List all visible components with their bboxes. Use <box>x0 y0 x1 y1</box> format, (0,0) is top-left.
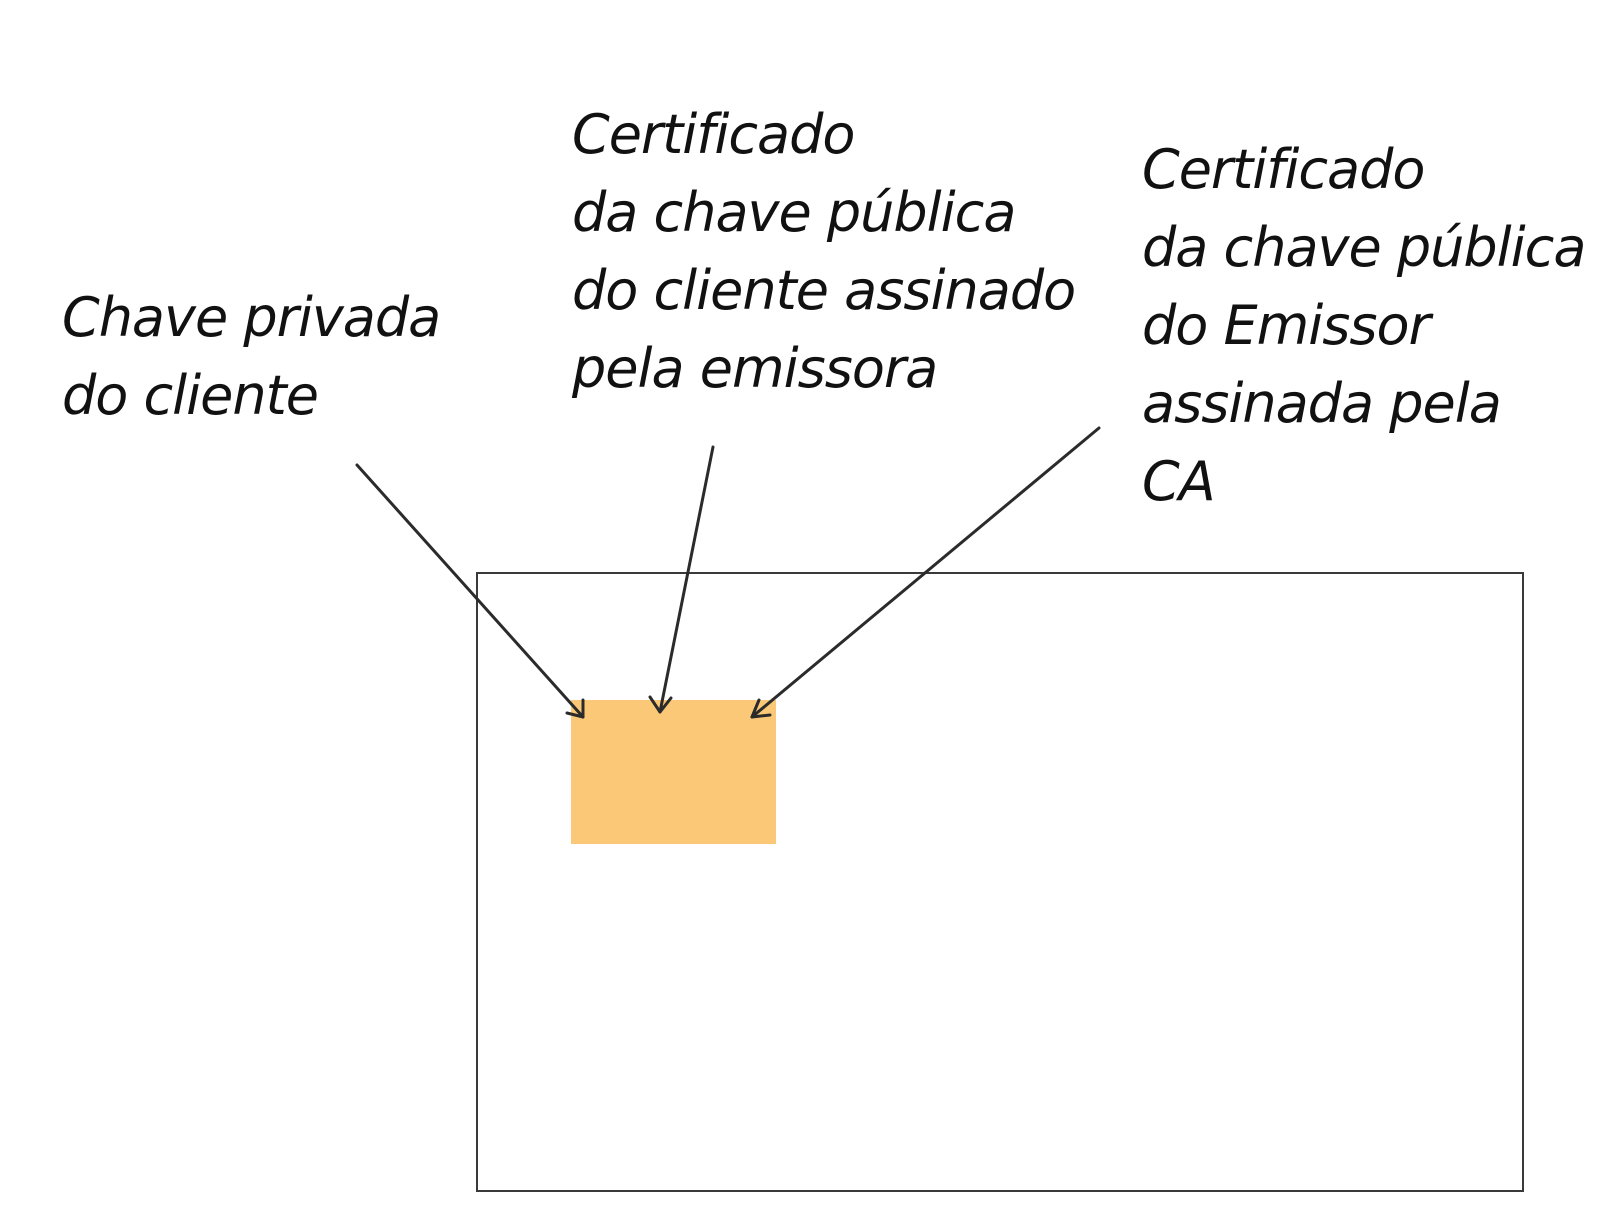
label-line: do Emissor <box>1142 294 1430 357</box>
label-line: Chave privada <box>62 286 441 349</box>
label-line: da chave pública <box>1142 216 1586 279</box>
card-outline <box>476 572 1524 1192</box>
label-private-key <box>62 279 440 435</box>
label-line: CA <box>1142 450 1215 513</box>
label-line: da chave pública <box>572 181 1016 244</box>
label-client-certificate <box>572 96 1075 408</box>
label-line: Certificado <box>1142 138 1425 201</box>
label-line: assinada pela <box>1142 372 1501 435</box>
card-chip <box>571 700 776 844</box>
label-issuer-certificate <box>1142 131 1585 521</box>
label-line: pela emissora <box>572 337 938 400</box>
label-line: do cliente <box>62 364 319 427</box>
label-line: do cliente assinado <box>572 259 1076 322</box>
label-line: Certificado <box>572 103 855 166</box>
